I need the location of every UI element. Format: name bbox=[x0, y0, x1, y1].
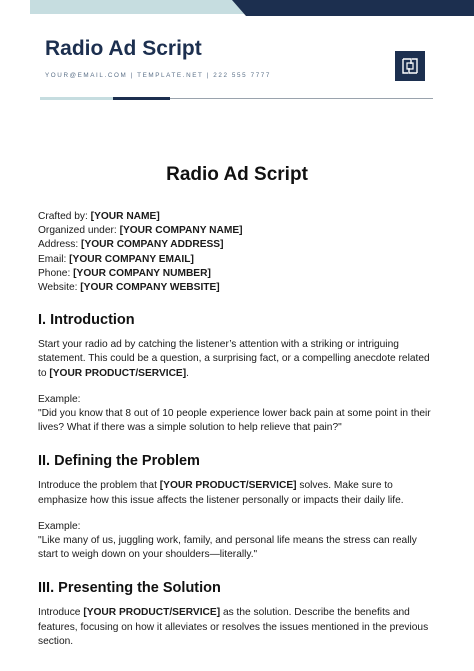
info-value: [YOUR COMPANY WEBSITE] bbox=[80, 282, 220, 294]
info-email bbox=[38, 253, 438, 267]
section-paragraph bbox=[38, 338, 438, 381]
section-paragraph bbox=[38, 479, 438, 507]
info-block bbox=[38, 210, 438, 295]
paragraph-text: as the solution. Describe the benefits and features, focusing on how it alleviates or resolves the issues mentioned in the previous section. bbox=[38, 607, 429, 647]
header-divider-accent-dark bbox=[113, 97, 170, 100]
header-contact-line: YOUR@EMAIL.COM | TEMPLATE.NET | 222 555 7777 bbox=[45, 72, 271, 79]
info-value: [YOUR COMPANY NUMBER] bbox=[73, 267, 211, 279]
info-value: [YOUR COMPANY NAME] bbox=[119, 225, 243, 237]
info-website bbox=[38, 281, 438, 295]
info-label: Address: bbox=[38, 239, 82, 251]
info-value: [YOUR COMPANY EMAIL] bbox=[69, 253, 194, 265]
info-label: Organized under: bbox=[38, 225, 120, 237]
info-organized-under bbox=[38, 224, 438, 238]
info-label: Email: bbox=[38, 253, 70, 265]
example-label: Example: bbox=[38, 520, 81, 532]
paragraph-text: Introduce bbox=[38, 607, 84, 619]
info-value: [YOUR NAME] bbox=[90, 211, 160, 222]
section-heading-introduction: I. Introduction bbox=[38, 312, 135, 329]
section-heading-defining-problem: II. Defining the Problem bbox=[38, 453, 200, 470]
paragraph-text: . bbox=[186, 367, 189, 379]
document-title: Radio Ad Script bbox=[166, 164, 308, 185]
logo-glyph-icon bbox=[401, 57, 419, 75]
paragraph-placeholder: [YOUR PRODUCT/SERVICE] bbox=[49, 367, 187, 379]
paragraph-text: Introduce the problem that bbox=[38, 480, 160, 492]
header-accent-bar-light bbox=[30, 0, 255, 14]
header-divider-accent-light bbox=[40, 97, 113, 100]
paragraph-placeholder: [YOUR PRODUCT/SERVICE] bbox=[159, 480, 297, 492]
example-label: Example: bbox=[38, 393, 81, 405]
section-paragraph bbox=[38, 606, 438, 649]
info-address bbox=[38, 238, 438, 252]
paragraph-text: Start your radio ad by catching the listener’s attention with a striking or intriguing statement. This could be a question, a surprising fact, or a compelling anecdote related to bbox=[38, 339, 430, 379]
example-quote: "Like many of us, juggling work, family, and personal life means the stress can really start to weigh down on your shoulders—literally." bbox=[38, 535, 417, 561]
info-value: [YOUR COMPANY ADDRESS] bbox=[81, 239, 224, 251]
info-label: Phone: bbox=[38, 267, 74, 279]
document-body bbox=[38, 210, 438, 649]
paragraph-placeholder: [YOUR PRODUCT/SERVICE] bbox=[83, 607, 221, 619]
info-label: Website: bbox=[38, 282, 81, 294]
info-phone bbox=[38, 267, 438, 281]
example-quote: "Did you know that 8 out of 10 people experience lower back pain at some point in their lives? What if there was a simple solution to help relieve that pain?" bbox=[38, 408, 431, 434]
template-logo-icon bbox=[395, 51, 425, 81]
info-label: Crafted by: bbox=[38, 211, 91, 222]
paragraph-text: solves. Make sure to emphasize how this issue affects the listener personally or impacts their daily life. bbox=[38, 480, 404, 506]
header-accent-bar-dark bbox=[232, 0, 474, 16]
info-crafted-by bbox=[38, 210, 438, 224]
section-heading-presenting-solution: III. Presenting the Solution bbox=[38, 580, 221, 597]
header-title: Radio Ad Script bbox=[45, 37, 202, 60]
